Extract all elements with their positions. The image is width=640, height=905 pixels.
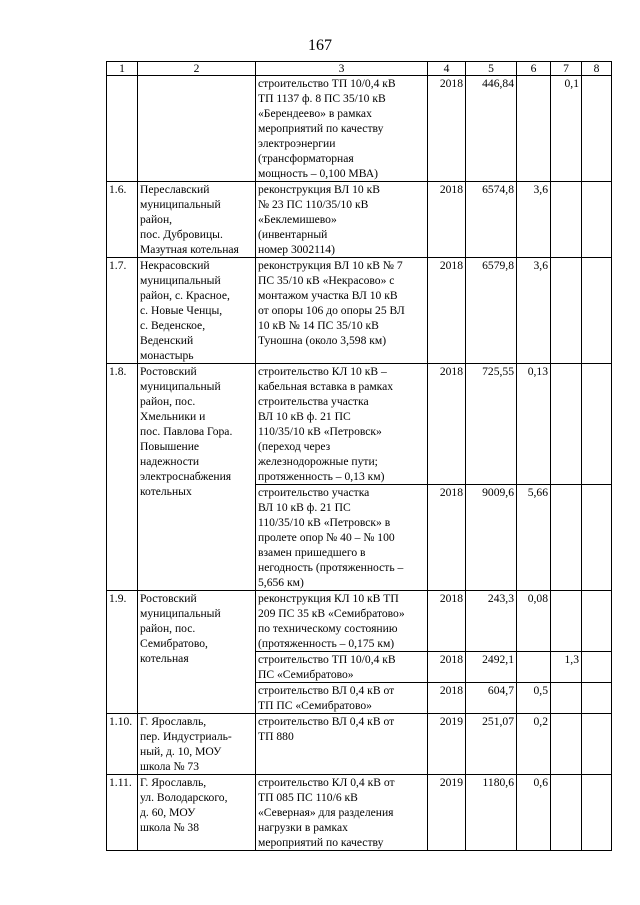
year-cell: 2018 (428, 258, 466, 364)
table-row (107, 591, 612, 652)
column-8-cell (582, 182, 612, 258)
length-km-cell: 0,5 (517, 683, 551, 714)
district-cell: Г. Ярославль, ул. Володарского, д. 60, МОУ школа № 38 (138, 775, 256, 851)
column-8-cell (582, 258, 612, 364)
capacity-mva-cell (551, 258, 582, 364)
length-km-cell: 3,6 (517, 258, 551, 364)
cost-cell: 725,55 (466, 364, 517, 485)
investment-program-table (106, 61, 612, 851)
cost-cell: 604,7 (466, 683, 517, 714)
column-8-cell (582, 364, 612, 485)
column-header: 8 (582, 62, 612, 76)
column-header: 5 (466, 62, 517, 76)
column-header: 1 (107, 62, 138, 76)
page-number: 167 (308, 37, 332, 54)
work-description: реконструкция КЛ 10 кВ ТП 209 ПС 35 кВ «Семибратово» по техническому состоянию (протяженность – 0,175 км) (256, 591, 428, 652)
table-row (107, 775, 612, 851)
length-km-cell: 0,2 (517, 714, 551, 775)
cost-cell: 9009,6 (466, 485, 517, 591)
length-km-cell: 5,66 (517, 485, 551, 591)
year-cell: 2018 (428, 364, 466, 485)
year-cell: 2018 (428, 182, 466, 258)
item-number: 1.6. (107, 182, 138, 258)
cost-cell: 446,84 (466, 76, 517, 182)
item-number (107, 76, 138, 182)
column-header: 7 (551, 62, 582, 76)
cost-cell: 6579,8 (466, 258, 517, 364)
district-cell: Г. Ярославль, пер. Индустриаль- ный, д. 10, МОУ школа № 73 (138, 714, 256, 775)
cost-cell: 1180,6 (466, 775, 517, 851)
year-cell: 2018 (428, 485, 466, 591)
capacity-mva-cell: 1,3 (551, 652, 582, 683)
length-km-cell: 0,6 (517, 775, 551, 851)
item-number: 1.8. (107, 364, 138, 591)
district-cell: Ростовский муниципальный район, пос. Семибратово, котельная (138, 591, 256, 714)
work-description: строительство ТП 10/0,4 кВ ПС «Семибратово» (256, 652, 428, 683)
column-header: 3 (256, 62, 428, 76)
column-8-cell (582, 485, 612, 591)
length-km-cell: 0,08 (517, 591, 551, 652)
column-header: 6 (517, 62, 551, 76)
district-cell: Некрасовский муниципальный район, с. Красное, с. Новые Ченцы, с. Веденское, Веденский монастырь (138, 258, 256, 364)
work-description: реконструкция ВЛ 10 кВ № 7 ПС 35/10 кВ «Некрасово» с монтажом участка ВЛ 10 кВ от опоры 106 до опоры 25 ВЛ 10 кВ № 14 ПС 35/10 кВ Туношна (около 3,598 км) (256, 258, 428, 364)
district-cell (138, 76, 256, 182)
capacity-mva-cell (551, 485, 582, 591)
work-description: строительство участка ВЛ 10 кВ ф. 21 ПС 110/35/10 кВ «Петровск» в пролете опор № 40 – № 100 взамен пришедшего в негодность (протяженность – 5,656 км) (256, 485, 428, 591)
district-cell: Ростовский муниципальный район, пос. Хмельники и пос. Павлова Гора. Повышение надежности электроснабжения котельных (138, 364, 256, 591)
year-cell: 2019 (428, 775, 466, 851)
work-description: строительство ВЛ 0,4 кВ от ТП ПС «Семибратово» (256, 683, 428, 714)
work-description: строительство ТП 10/0,4 кВ ТП 1137 ф. 8 ПС 35/10 кВ «Берендеево» в рамках мероприятий по качеству электроэнергии (трансформаторная мощность – 0,100 МВА) (256, 76, 428, 182)
length-km-cell (517, 652, 551, 683)
cost-cell: 251,07 (466, 714, 517, 775)
work-description: реконструкция ВЛ 10 кВ № 23 ПС 110/35/10 кВ «Беклемишево» (инвентарный номер 3002114) (256, 182, 428, 258)
year-cell: 2018 (428, 76, 466, 182)
capacity-mva-cell (551, 364, 582, 485)
capacity-mva-cell (551, 182, 582, 258)
column-8-cell (582, 652, 612, 683)
length-km-cell (517, 76, 551, 182)
column-8-cell (582, 714, 612, 775)
item-number: 1.11. (107, 775, 138, 851)
year-cell: 2019 (428, 714, 466, 775)
column-8-cell (582, 775, 612, 851)
capacity-mva-cell (551, 714, 582, 775)
item-number: 1.10. (107, 714, 138, 775)
table-row (107, 258, 612, 364)
table-row (107, 76, 612, 182)
work-description: строительство КЛ 10 кВ – кабельная вставка в рамках строительства участка ВЛ 10 кВ ф. 21 ПС 110/35/10 кВ «Петровск» (переход через железнодорожные пути; протяженность – 0,13 км) (256, 364, 428, 485)
column-8-cell (582, 683, 612, 714)
year-cell: 2018 (428, 652, 466, 683)
capacity-mva-cell: 0,1 (551, 76, 582, 182)
column-header: 2 (138, 62, 256, 76)
cost-cell: 2492,1 (466, 652, 517, 683)
length-km-cell: 0,13 (517, 364, 551, 485)
table-row (107, 182, 612, 258)
column-8-cell (582, 591, 612, 652)
work-description: строительство КЛ 0,4 кВ от ТП 085 ПС 110/6 кВ «Северная» для разделения нагрузки в рамках мероприятий по качеству (256, 775, 428, 851)
capacity-mva-cell (551, 683, 582, 714)
column-header: 4 (428, 62, 466, 76)
year-cell: 2018 (428, 591, 466, 652)
district-cell: Переславский муниципальный район, пос. Дубровицы. Мазутная котельная (138, 182, 256, 258)
year-cell: 2018 (428, 683, 466, 714)
length-km-cell: 3,6 (517, 182, 551, 258)
column-number-header-row (107, 62, 612, 76)
cost-cell: 6574,8 (466, 182, 517, 258)
capacity-mva-cell (551, 591, 582, 652)
table-row (107, 364, 612, 485)
column-8-cell (582, 76, 612, 182)
cost-cell: 243,3 (466, 591, 517, 652)
capacity-mva-cell (551, 775, 582, 851)
work-description: строительство ВЛ 0,4 кВ от ТП 880 (256, 714, 428, 775)
table-row (107, 714, 612, 775)
item-number: 1.9. (107, 591, 138, 714)
item-number: 1.7. (107, 258, 138, 364)
